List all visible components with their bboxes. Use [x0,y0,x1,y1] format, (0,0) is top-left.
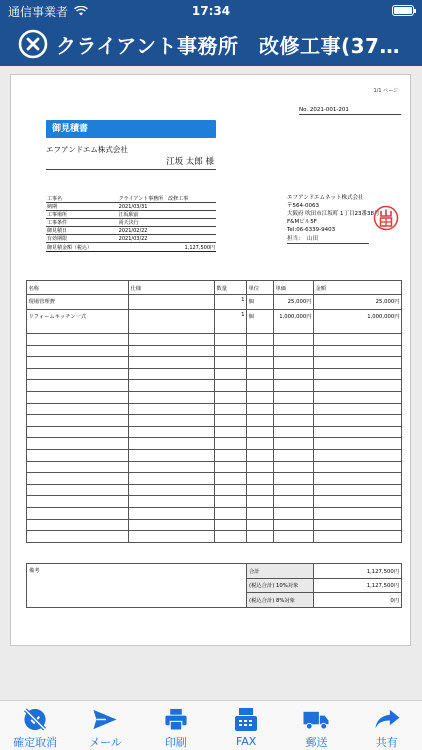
info-label: 納期 [46,203,109,211]
empty-cell [129,519,215,531]
empty-cell [247,391,274,403]
empty-cell [274,461,314,473]
empty-cell [129,484,215,496]
empty-cell [215,519,247,531]
empty-cell [27,403,129,415]
empty-cell [215,484,247,496]
item-amount: 1,000,000円 [314,310,402,334]
empty-cell [215,403,247,415]
empty-cell [247,357,274,369]
empty-cell [27,357,129,369]
empty-cell [247,334,274,346]
empty-cell [247,449,274,461]
item-unit: 個 [247,295,274,310]
info-row [46,219,216,227]
sender-address: 大阪府 吹田市江坂町 1丁目23番38号 [287,211,380,217]
empty-cell [215,380,247,392]
status-bar [0,0,422,22]
wifi-icon [74,6,88,16]
empty-cell [274,391,314,403]
empty-cell [247,403,274,415]
close-icon[interactable] [18,29,48,59]
empty-cell [274,496,314,508]
empty-cell [215,507,247,519]
empty-table-row [27,345,402,357]
info-label: 御見積日 [46,227,109,235]
empty-cell [314,334,402,346]
empty-cell [27,391,129,403]
empty-cell [27,368,129,380]
empty-cell [314,449,402,461]
empty-table-row [27,368,402,380]
info-label: 工事場所 [46,211,109,219]
empty-cell [314,507,402,519]
empty-cell [314,519,402,531]
tab-label: 確定取消 [13,736,58,749]
info-label: 御見積金額（税込） [46,243,109,252]
empty-cell [247,461,274,473]
contact-name: 山田 [307,236,319,242]
empty-cell [314,357,402,369]
printer-icon [162,707,190,732]
sender-contact [287,235,369,244]
empty-cell [129,496,215,508]
empty-cell [247,507,274,519]
empty-cell [215,461,247,473]
empty-cell [247,415,274,427]
sender-tel: Tel:06-6339-9403 [287,227,336,233]
line-items-table [26,280,402,543]
info-value: 両天決行 [109,219,216,227]
cancel-confirm-button[interactable] [0,701,70,750]
empty-cell [314,438,402,450]
column-header-unit: 単位 [247,281,274,295]
empty-cell [247,484,274,496]
empty-cell [215,368,247,380]
empty-cell [314,473,402,485]
empty-table-row [27,531,402,543]
empty-cell [129,531,215,543]
empty-cell [129,449,215,461]
truck-icon [302,707,330,732]
empty-cell [27,484,129,496]
empty-cell [274,507,314,519]
empty-table-row [27,484,402,496]
postal-button[interactable] [281,701,351,750]
empty-cell [274,426,314,438]
fax-icon [232,707,260,733]
column-header-name: 名称 [27,281,129,295]
empty-cell [129,426,215,438]
empty-cell [215,345,247,357]
empty-cell [215,391,247,403]
empty-cell [274,380,314,392]
empty-table-row [27,357,402,369]
notes-cell: 備考 [27,564,247,608]
item-spec [129,295,215,310]
table-header-row [27,281,402,295]
empty-cell [27,449,129,461]
empty-cell [274,345,314,357]
empty-cell [215,473,247,485]
info-label: 工事条件 [46,219,109,227]
item-qty: 1 [215,295,247,310]
mail-button[interactable] [70,701,140,750]
empty-cell [215,415,247,427]
send-mail-icon [91,707,119,732]
empty-cell [215,531,247,543]
print-button[interactable] [141,701,211,750]
column-header-price: 単価 [274,281,314,295]
empty-table-row [27,461,402,473]
empty-cell [129,403,215,415]
info-value: 2021/03/22 [109,235,216,243]
estimate-amount: 1,127,500円 [109,243,216,252]
item-spec [129,310,215,334]
item-name: リフォームキッチン一式 [27,310,129,334]
empty-cell [247,438,274,450]
empty-cell [215,496,247,508]
item-price: 25,000円 [274,295,314,310]
empty-cell [314,345,402,357]
empty-cell [314,461,402,473]
empty-cell [247,345,274,357]
empty-table-row [27,507,402,519]
empty-cell [129,461,215,473]
empty-cell [314,426,402,438]
item-amount: 25,000円 [314,295,402,310]
sender-building: F&Mビル5F [287,219,317,225]
page-indicator: 1/1 ページ [373,88,398,94]
tab-label: 郵送 [305,736,328,749]
empty-table-row [27,334,402,346]
empty-cell [129,345,215,357]
empty-cell [129,415,215,427]
empty-cell [274,438,314,450]
empty-cell [274,368,314,380]
battery-fill [394,7,412,14]
project-info-table [46,195,216,252]
tab-label: 共有 [375,736,398,749]
item-price: 1,000,000円 [274,310,314,334]
empty-cell [27,415,129,427]
empty-cell [274,473,314,485]
tab-label: FAX [235,735,257,748]
battery-icon [392,5,414,16]
empty-cell [27,507,129,519]
sender-company: エフアンドエムネット株式会社 [287,195,364,201]
totals-row [27,564,402,579]
empty-table-row [27,449,402,461]
empty-cell [215,438,247,450]
document-title: 御見積書 [46,120,216,138]
empty-cell [27,531,129,543]
empty-cell [274,403,314,415]
empty-cell [274,334,314,346]
table-row [27,295,402,310]
empty-cell [27,380,129,392]
empty-table-row [27,496,402,508]
tab-label: 印刷 [164,736,187,749]
empty-cell [247,368,274,380]
empty-table-row [27,426,402,438]
empty-table-row [27,391,402,403]
status-time: 17:34 [191,4,231,18]
action-toolbar [0,700,422,750]
carrier-name: 通信事業者 [8,4,69,19]
sender-info [287,194,380,244]
info-label: 工事名 [46,195,109,203]
info-row [46,235,216,243]
column-header-qty: 数量 [215,281,247,295]
empty-cell [314,531,402,543]
empty-table-row [27,403,402,415]
empty-cell [27,426,129,438]
total-label: 合計 [247,564,314,579]
total-value: 1,127,500円 [314,564,402,579]
empty-cell [314,403,402,415]
share-button[interactable] [352,701,422,750]
nav-title: クライアント事務所 改修工事(37… [56,33,400,58]
empty-cell [129,357,215,369]
item-name: 現場管理費 [27,295,129,310]
empty-table-row [27,473,402,485]
table-row [27,310,402,334]
empty-cell [129,438,215,450]
share-icon [373,707,401,732]
empty-cell [215,357,247,369]
info-row [46,195,216,203]
empty-cell [215,449,247,461]
empty-cell [274,415,314,427]
item-qty: 1 [215,310,247,334]
contact-label: 担当： [287,236,304,242]
info-value: 2021/02/22 [109,227,216,235]
tax10-label: (税込合計) 10%対象 [247,578,314,593]
empty-cell [274,449,314,461]
empty-cell [274,357,314,369]
empty-cell [247,473,274,485]
navigation-bar [0,22,422,66]
empty-cell [314,380,402,392]
tab-label: メール [89,736,122,749]
empty-cell [247,531,274,543]
empty-cell [27,334,129,346]
empty-table-row [27,380,402,392]
empty-cell [27,496,129,508]
empty-cell [247,426,274,438]
tax10-value: 1,127,500円 [314,578,402,593]
empty-cell [27,519,129,531]
empty-cell [274,484,314,496]
empty-cell [247,519,274,531]
info-row [46,227,216,235]
empty-cell [314,415,402,427]
info-label: 有効期限 [46,235,109,243]
column-header-spec: 仕様 [129,281,215,295]
item-unit: 個 [247,310,274,334]
empty-cell [129,473,215,485]
empty-cell [27,438,129,450]
client-person: 江坂 太郎 様 [46,155,216,170]
empty-cell [27,461,129,473]
info-value: 江坂駅前 [109,211,216,219]
empty-cell [129,380,215,392]
empty-cell [274,531,314,543]
empty-cell [27,345,129,357]
empty-table-row [27,415,402,427]
empty-table-row [27,519,402,531]
empty-cell [215,426,247,438]
info-value: 2021/03/31 [109,203,216,211]
estimate-document [10,74,411,646]
info-value: クライアント事務所 改修工事 [109,195,216,203]
info-row [46,211,216,219]
empty-cell [274,519,314,531]
totals-table [26,563,402,608]
fax-button[interactable] [211,701,281,750]
empty-cell [215,334,247,346]
cancel-confirm-icon [21,707,49,732]
empty-table-row [27,438,402,450]
empty-cell [129,334,215,346]
column-header-amount: 金額 [314,281,402,295]
empty-cell [247,496,274,508]
tax8-value: 0円 [314,593,402,608]
sender-zip: 〒564-0063 [287,203,319,209]
empty-cell [314,496,402,508]
empty-cell [129,391,215,403]
empty-cell [27,473,129,485]
tax8-label: (税込合計) 8%対象 [247,593,314,608]
company-seal-stamp [373,205,399,231]
empty-cell [129,368,215,380]
empty-cell [314,368,402,380]
empty-cell [129,507,215,519]
empty-cell [314,484,402,496]
empty-cell [314,391,402,403]
estimate-amount-row [46,243,216,252]
document-number: No. 2021-001-201 [299,107,401,115]
client-company: エフアンドエム株式会社 [46,145,128,154]
info-row [46,203,216,211]
carrier-info [8,3,88,20]
empty-cell [247,380,274,392]
